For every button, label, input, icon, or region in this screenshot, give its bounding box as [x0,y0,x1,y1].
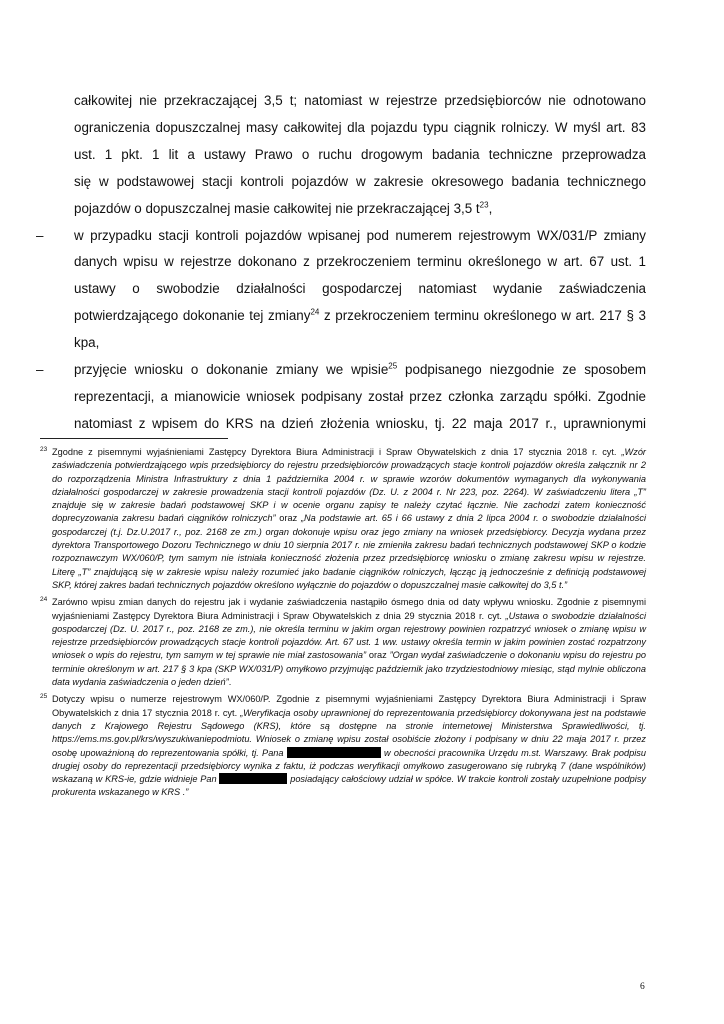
text-span: podpisanego niezgodnie ze sposobem [397,362,646,378]
text-line: ustawy o swobodzie działalności gospodarczej natomiast wydanie zaświadczenia [74,281,646,297]
footnotes [40,446,646,804]
text-line: reprezentacji, a mianowicie wniosek podpisany został przez członka zarządu spółki. Zgodnie [74,388,646,404]
list-item [36,357,646,438]
redaction-box [219,773,287,784]
text-span: z przekroczeniem terminu określonego w art. 217 § 3 [319,308,646,324]
footnote-25 [40,693,646,799]
footnote-quote: „Weryfikacja osoby uprawnionej do reprezentowania przedsiębiorcy dokonywana jest na podstawie danych z Krajowego Rejestru Sądowego (KRS), które są dostępne na stronie internetowej Ministerstwa Sprawiedliwości, tj. https://ems.ms.gov.pl/krs/wyszukiwaniepodmiotu. Wniosek o zmianę wpisu został osobiście złożony i podpisany w dniu 22 maja 2017 r. przez osobę upoważnioną do reprezentowania spółki, tj. Pana [52,707,646,758]
footnote-number: 23 [40,446,48,453]
footnote-ref-24[interactable]: 24 [310,307,320,317]
text-span: potwierdzającego dokonanie tej zmiany [74,308,311,324]
list-dash: – [36,227,44,243]
list-item [36,223,646,358]
footnote-quote: w obecności pracownika Urzędu m.st. Warszawy. Brak podpisu drugiej osoby do reprezentacji przedsiębiorcy wynika z faktu, iż podczas weryfikacji omyłkowo zasugerowano się rubryką 7 (dane wspólników) wskazaną w KRS-ie, gdzie widnieje Pan [52,747,646,785]
footnote-quote: posiadający całościowy udział w spółce. W trakcie kontroli zostały uzupełnione podpisy prokurenta wskazanego w KRS .” [52,774,647,798]
list-dash: – [36,362,44,378]
text-span: przyjęcie wniosku o dokonanie zmiany we wpisie [74,362,389,378]
text-line: kpa, [74,335,100,351]
text-line [74,303,646,330]
footnote-quote: „Ustawa o swobodzie działalności gospodarczej (Dz. U. 2017 r., poz. 2168 ze zm.), nie określa terminu w jakim organ rejestrowy powinien rozpatrzyć wniosek o zmianę wpisu w rejestrze przedsiębiorców prowadzących stacje kontroli pojazdów. Art. 67 ust. 1 ww. ustawy określa termin w jakim powinien zostać rozpatrzony wniosek o wpis do rejestru, tym samym w tej sprawie nie miał zastosowania” [52,610,646,661]
text-line [74,357,646,384]
text-line: natomiast z wpisem do KRS na dzień złożenia wniosku, tj. 22 maja 2017 r., uprawnionymi [74,415,646,431]
footnote-ref-23[interactable]: 23 [479,200,489,210]
footnote-quote: ”Organ wydał zaświadczenie o dokonaniu wpisu do rejestru po terminie określonym w art. 217 § 3 kpa (SKP WX/031/P) omyłkowo przyjmując październik jako trzydziestodniowy miesiąc, stąd mylnie obliczona data wydania zaświadczenia o jeden dzień” [52,650,646,688]
main-text [36,88,646,438]
footnote-quote: „Na podstawie art. 65 i 66 ustawy z dnia 2 lipca 2004 r. o swobodzie działalności gospodarczej (t.j. Dz.U.2017 r., poz. 2168 ze zm.) organ dokonuje wpisu oraz jego zmiany na wniosek przedsiębiorcy. Decyzja wydana przez dyrektora Transportowego Dozoru Technicznego w dniu 10 sierpnia 2017 r. nie zmieniła zakresu badań technicznych podstawowej SKP o kodzie rozpoznawczym WX/060/P, tym samym nie istniała konieczność złożenia przez przedsiębiorcę wniosku o zmianę zakresu wpisu w rejestrze. Literę „T” znajdującą się w zakresie wpisu należy rozumieć jako badanie ciągników rolniczych, łącząc ją jednocześnie z definicją podstawowej SKP, której zakres badań technicznych pojazdów określono wyłącznie do pojazdów o dopuszczalnej masie całkowitej do 3,5 t.” [52,513,646,590]
footnote-24 [40,596,646,689]
redaction-box [287,747,381,758]
footnote-number: 25 [40,693,48,701]
footnote-ref-25[interactable]: 25 [388,361,398,371]
text-span: , [488,200,493,216]
footnote-text: oraz [366,650,390,661]
footnote-text: Dotyczy wpisu o numerze rejestrowym WX/060/P. Zgodnie z pisemnymi wyjaśnieniami Zastępcy Dyrektora Biura Administracji i Spraw Obywatelskich z dnia 17 stycznia 2018 r. cyt. [52,694,646,718]
footnote-quote: „Wzór zaświadczenia potwierdzającego wpis przedsiębiorcy do rejestru przedsiębiorców prowadzących stacje kontroli pojazdów określa załącznik nr 2 do rozporządzenia Ministra Infrastruktury z dnia 1 października 2004 r. w sprawie wzorów dokumentów wymaganych dla wykonywania działalności gospodarczej w zakresie prowadzenia stacji kontroli pojazdów (Dz. U. z 2004 r. Nr 223, poz. 2264). W zaświadczeniu litera „T” znajduje się w zakresie badań podstawowej SKP i w ocenie organu zapisy te należy czytać łącznie. Nie zachodzi zatem konieczność doprecyzowania zakresu badań ciągników rolniczych” [52,447,646,524]
footnote-text: Zarówno wpisu zmian danych do rejestru jak i wydanie zaświadczenia nastąpiło ósmego dnia od daty wpływu wniosku. Zgodnie z pisemnymi wyjaśnieniami Zastępcy Dyrektora Biura Administracji i Spraw Obywatelskich z dnia 29 stycznia 2018 r. cyt. [52,597,646,621]
text-line [74,196,646,223]
page-number: 6 [640,982,645,992]
text-line: w przypadku stacji kontroli pojazdów wpisanej pod numerem rejestrowym WX/031/P zmiany [74,227,646,243]
text-line: danych wpisu w rejestrze dokonano z przekroczeniem terminu określonego w art. 67 ust. 1 [74,254,646,270]
text-span: pojazdów o dopuszczalnej masie całkowitej nie przekraczającej 3,5 t [74,200,480,216]
text-line: ust. 1 pkt. 1 lit a ustawy Prawo o ruchu drogowym badania techniczne przeprowadza [74,146,646,162]
footnote-number: 24 [40,596,48,604]
footnote-text: Zgodne z pisemnymi wyjaśnieniami Zastępcy Dyrektora Biura Administracji i Spraw Obywatelskich z dnia 17 stycznia 2018 r. cyt. [52,447,622,457]
text-line: ograniczenia dopuszczalnej masy całkowitej dla pojazdu typu ciągnik rolniczy. W myśl art. 83 [74,119,646,135]
text-line: całkowitej nie przekraczającej 3,5 t; natomiast w rejestrze przedsiębiorców nie odnotowano [74,93,646,108]
footnote-text: . [228,677,232,688]
footnote-23 [40,446,646,592]
text-line: się w podstawowej stacji kontroli pojazdów w zakresie okresowego badania technicznego [74,173,646,189]
footnote-separator [40,438,228,439]
footnote-text: oraz [275,513,301,524]
